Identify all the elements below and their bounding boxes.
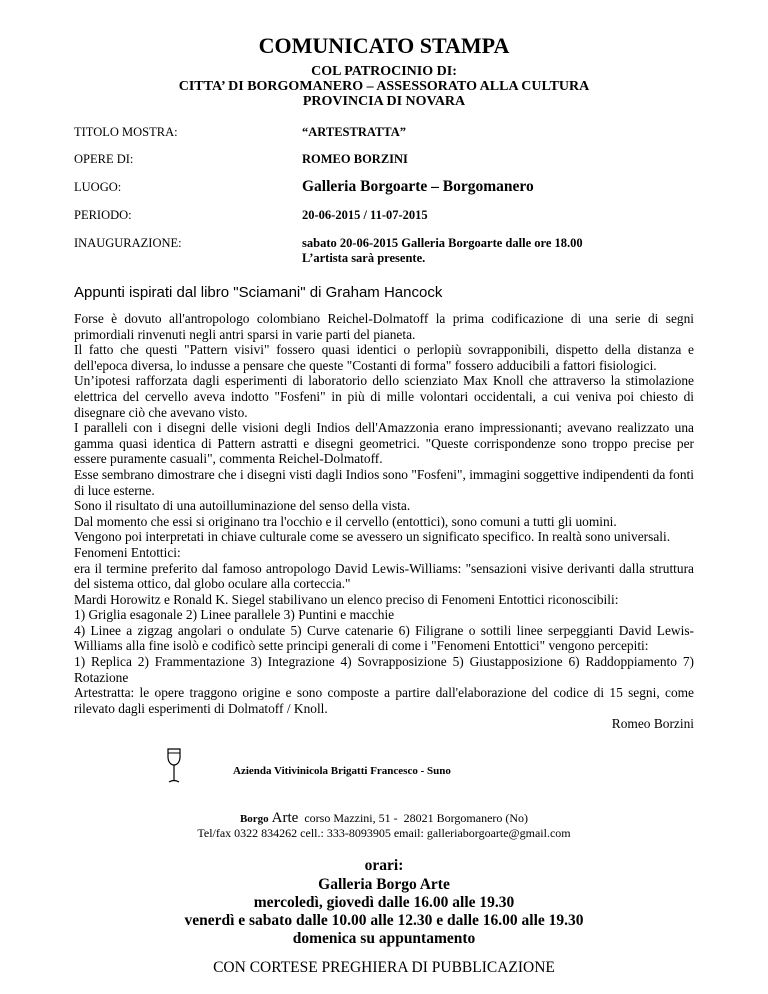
hours-line-3: domenica su appuntamento [292,930,476,947]
address-text: corso Mazzini, 51 - 28021 Borgomanero (No) [298,811,529,825]
hours-line-1: mercoledì, giovedì dalle 16.00 alle 19.30 [253,894,515,911]
info-value-location: Galleria Borgoarte – Borgomanero [302,178,534,195]
info-value-opening: sabato 20-06-2015 Galleria Borgoarte dalle ore 18.00 [302,236,583,250]
wine-glass-icon [166,748,182,784]
info-value-opening-note: L’artista sarà presente. [302,251,426,265]
footer-note: CON CORTESE PREGHIERA DI PUBBLICAZIONE [213,959,555,976]
info-label-opening: INAUGURAZIONE: [74,236,182,250]
paragraph: Mardi Horowitz e Ronald K. Siegel stabilivano un elenco preciso di Fenomeni Entottici riconoscibili: [74,591,619,607]
patronage-city: CITTA’ DI BORGOMANERO – ASSESSORATO ALLA CULTURA [178,79,590,94]
info-value-period: 20-06-2015 / 11-07-2015 [302,208,428,222]
paragraph: era il termine preferito dal famoso antropologo David Lewis-Williams: "sensazioni visive derivanti dalla struttura del sistema ottico, dal globo oculare alla corteccia." [74,560,694,592]
paragraph: Vengono poi interpretati in chiave culturale come se avessero un significato specifico. In realtà sono universali. [74,529,671,545]
patronage-province: PROVINCIA DI NOVARA [302,94,466,109]
info-label-artist: OPERE DI: [74,152,134,166]
paragraph: Un’ipotesi rafforzata dagli esperimenti di laboratorio dello scienziato Max Knoll che attraverso la stimolazione elettrica del cervello aveva indotto "Fosfeni" in più di mille volontari occidentali, a cui veniva poi chiesto di disegnare ciò che avevano visto. [74,373,694,420]
paragraph: 4) Linee a zigzag angolari o ondulate 5) Curve catenarie 6) Filigrane o sottili linee serpeggianti David Lewis-Williams alla fine isolò e codificò sette principi generali di come i "Fenomeni Entottici" vengono percepiti: [74,622,694,654]
info-label-title: TITOLO MOSTRA: [74,125,178,139]
hours-title: orari: [364,857,404,874]
article-body [74,311,694,732]
gallery-name-borgo: Borgo [239,813,269,825]
patronage-label: COL PATROCINIO DI: [311,64,457,79]
sponsor-text: Azienda Vitivinicola Brigatti Francesco - Suno [233,765,451,777]
paragraph: Forse è dovuto all'antropologo colombiano Reichel-Dolmatoff la prima codificazione di una serie di segni primordiali rinvenuti negli antri sparsi in varie parti del pianeta. [74,311,694,342]
article-signature: Romeo Borzini [611,716,694,732]
paragraph: I paralleli con i disegni delle visioni degli Indios dell'Amazzonia erano impressionanti; avevano realizzato una gamma quasi identica di Pattern astratti e disegni geometrici. "Queste corrispondenze sono troppo precise per essere puramente casuali", commenta Reichel-Dolmatoff. [74,420,694,467]
info-value-title: “ARTESTRATTA” [302,125,406,139]
paragraph: 1) Replica 2) Frammentazione 3) Integrazione 4) Sovrapposizione 5) Giustapposizione 6) Raddoppiamento 7) Rotazione [74,654,694,685]
paragraph: Fenomeni Entottici: [74,544,181,560]
info-label-period: PERIODO: [74,208,132,222]
paragraph: Esse sembrano dimostrare che i disegni visti dagli Indios sono "Fosfeni", immagini soggettive indipendenti da fonti di luce esterne. [74,466,694,498]
article-heading: Appunti ispirati dal libro "Sciamani" di Graham Hancock [74,284,443,301]
paragraph: Sono il risultato di una autoilluminazione del senso della vista. [74,498,411,514]
paragraph: Dal momento che essi si originano tra l'occhio e il cervello (entottici), sono comuni a tutti gli uomini. [74,513,617,529]
gallery-name-arte: Arte [271,810,299,826]
document-title: COMUNICATO STAMPA [258,33,510,58]
hours-line-2: venerdì e sabato dalle 10.00 alle 12.30 e dalle 16.00 alle 19.30 [184,912,584,929]
paragraph: 1) Griglia esagonale 2) Linee parallele 3) Puntini e macchie [74,607,395,623]
info-label-location: LUOGO: [74,180,122,194]
gallery-address [0,811,768,826]
gallery-contacts: Tel/fax 0322 834262 cell.: 333-8093905 email: galleriaborgoarte@gmail.com [197,826,571,840]
paragraph: Il fatto che questi "Pattern visivi" fossero quasi identici o perlopiù sovrapponibili, dispetto della distanza e dell'epoca diversa, lo indusse a pensare che queste "Costanti di forma" fossero adducibili a fattori fisiologici. [74,342,694,373]
hours-venue: Galleria Borgo Arte [318,876,450,893]
paragraph: Artestratta: le opere traggono origine e sono composte a partire dall'elaborazione del codice di 15 segni, come rilevato dagli esperimenti di Dolmatoff / Knoll. [74,685,694,716]
info-value-artist: ROMEO BORZINI [302,152,408,166]
